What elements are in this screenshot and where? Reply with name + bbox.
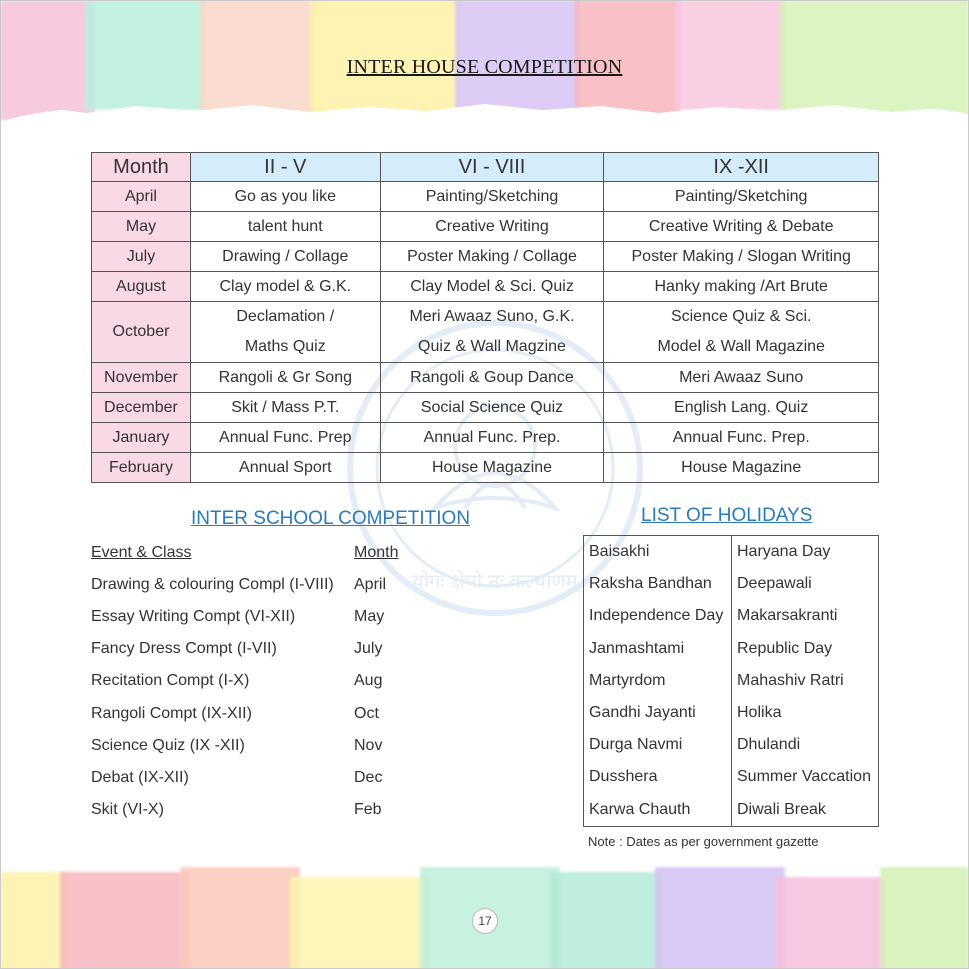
table-row bbox=[92, 423, 879, 453]
month-cell: February bbox=[92, 453, 191, 483]
table-cell: talent hunt bbox=[190, 212, 380, 242]
table-cell: Skit / Mass P.T. bbox=[190, 393, 380, 423]
event-name: Debat (IX-XII) bbox=[91, 769, 189, 786]
event-month: April bbox=[354, 576, 387, 593]
event-name: Fancy Dress Compt (I-VII) bbox=[91, 640, 277, 657]
holidays-note: Note : Dates as per government gazette bbox=[588, 834, 819, 849]
table-cell: Creative Writing & Debate bbox=[604, 212, 879, 242]
table-header-row bbox=[92, 153, 879, 182]
page-number: 17 bbox=[472, 908, 498, 934]
event-month: May bbox=[354, 608, 385, 625]
table-cell: Go as you like bbox=[190, 182, 380, 212]
table-row bbox=[92, 242, 879, 272]
table-row bbox=[584, 665, 879, 697]
event-name: Science Quiz (IX -XII) bbox=[91, 737, 245, 754]
table-row bbox=[584, 536, 879, 569]
inter-school-heading: INTER SCHOOL COMPETITION bbox=[191, 508, 471, 529]
table-cell: Hanky making /Art Brute bbox=[604, 272, 879, 302]
table-row bbox=[584, 761, 879, 793]
table-row bbox=[584, 568, 879, 600]
month-cell: July bbox=[92, 242, 191, 272]
month-cell: August bbox=[92, 272, 191, 302]
table-cell: Drawing / Collage bbox=[190, 242, 380, 272]
table-cell: Rangoli & Gr Song bbox=[190, 363, 380, 393]
event-month: Nov bbox=[354, 737, 383, 754]
month-cell: October bbox=[92, 302, 191, 363]
cell-line: Model & Wall Magazine bbox=[657, 338, 825, 355]
table-cell bbox=[190, 302, 380, 363]
table-cell: Clay Model & Sci. Quiz bbox=[380, 272, 604, 302]
table-cell: Social Science Quiz bbox=[380, 393, 604, 423]
event-name: Essay Writing Compt (VI-XII) bbox=[91, 608, 296, 625]
holiday-cell: Dhulandi bbox=[737, 736, 801, 754]
table-row bbox=[584, 633, 879, 665]
event-name: Recitation Compt (I-X) bbox=[91, 672, 250, 689]
cell-line: Meri Awaaz Suno, G.K. bbox=[409, 308, 575, 325]
event-month: Feb bbox=[354, 801, 382, 818]
holiday-cell: Holika bbox=[737, 704, 782, 722]
table-row bbox=[92, 182, 879, 212]
table-cell bbox=[604, 302, 879, 363]
table-row bbox=[92, 453, 879, 483]
table-row bbox=[92, 393, 879, 423]
cell-line: Science Quiz & Sci. bbox=[670, 308, 812, 325]
holiday-cell: Summer Vaccation bbox=[737, 768, 871, 786]
holiday-cell: Martyrdom bbox=[584, 665, 732, 697]
table-row bbox=[92, 212, 879, 242]
table-row bbox=[584, 729, 879, 761]
table-cell: House Magazine bbox=[380, 453, 604, 483]
header-class-6-8: VI - VIII bbox=[380, 153, 604, 182]
table-cell: Painting/Sketching bbox=[380, 182, 604, 212]
table-row bbox=[584, 794, 879, 827]
table-row bbox=[92, 272, 879, 302]
holidays-table bbox=[583, 535, 879, 827]
header-class-2-5: II - V bbox=[190, 153, 380, 182]
event-month: Dec bbox=[354, 769, 383, 786]
holiday-cell: Haryana Day bbox=[737, 543, 831, 561]
table-cell: Annual Func. Prep. bbox=[604, 423, 879, 453]
event-month: Aug bbox=[354, 672, 383, 689]
table-cell: Rangoli & Goup Dance bbox=[380, 363, 604, 393]
table-cell: English Lang. Quiz bbox=[604, 393, 879, 423]
month-header: Month bbox=[354, 544, 399, 561]
month-cell: January bbox=[92, 423, 191, 453]
holiday-cell: Republic Day bbox=[737, 639, 833, 657]
holiday-cell: Independence Day bbox=[584, 600, 732, 632]
table-cell: Annual Sport bbox=[190, 453, 380, 483]
cell-line: Quiz & Wall Magzine bbox=[418, 338, 566, 355]
table-cell bbox=[380, 302, 604, 363]
header-class-9-12: IX -XII bbox=[604, 153, 879, 182]
table-cell: Annual Func. Prep. bbox=[380, 423, 604, 453]
holiday-cell: Janmashtami bbox=[584, 633, 732, 665]
event-month: July bbox=[354, 640, 383, 657]
table-cell: Meri Awaaz Suno bbox=[604, 363, 879, 393]
cell-line: Maths Quiz bbox=[244, 338, 326, 355]
month-cell: April bbox=[92, 182, 191, 212]
holiday-cell: Mahashiv Ratri bbox=[737, 671, 844, 689]
event-class-header: Event & Class bbox=[91, 544, 192, 561]
month-cell: May bbox=[92, 212, 191, 242]
table-row bbox=[584, 600, 879, 632]
table-cell: Creative Writing bbox=[380, 212, 604, 242]
header-month: Month bbox=[92, 153, 191, 182]
event-name: Skit (VI-X) bbox=[91, 801, 164, 818]
holiday-cell: Karwa Chauth bbox=[584, 794, 732, 827]
table-cell: Clay model & G.K. bbox=[190, 272, 380, 302]
event-name: Drawing & colouring Compl (I-VIII) bbox=[91, 576, 334, 593]
table-row bbox=[92, 302, 879, 363]
event-name: Rangoli Compt (IX-XII) bbox=[91, 705, 252, 722]
holiday-cell: Raksha Bandhan bbox=[584, 568, 732, 600]
holiday-cell: Dusshera bbox=[584, 761, 732, 793]
month-cell: November bbox=[92, 363, 191, 393]
table-row bbox=[584, 697, 879, 729]
table-cell: Poster Making / Collage bbox=[380, 242, 604, 272]
table-cell: Annual Func. Prep bbox=[190, 423, 380, 453]
emblem-motto: योगः क्षेमो नः कल्याणम् bbox=[412, 569, 578, 593]
holiday-cell: Deepawali bbox=[737, 575, 812, 593]
event-month: Oct bbox=[354, 705, 379, 722]
holiday-cell: Baisakhi bbox=[584, 536, 732, 569]
month-cell: December bbox=[92, 393, 191, 423]
table-cell: House Magazine bbox=[604, 453, 879, 483]
table-cell: Poster Making / Slogan Writing bbox=[604, 242, 879, 272]
inter-house-table bbox=[91, 152, 879, 483]
holiday-cell: Diwali Break bbox=[737, 800, 826, 818]
cell-line: Declamation / bbox=[236, 308, 335, 325]
holidays-heading: LIST OF HOLIDAYS bbox=[641, 505, 813, 526]
table-cell: Painting/Sketching bbox=[604, 182, 879, 212]
holiday-cell: Gandhi Jayanti bbox=[584, 697, 732, 729]
holiday-cell: Makarsakranti bbox=[737, 607, 838, 625]
holiday-cell: Durga Navmi bbox=[584, 729, 732, 761]
table-row bbox=[92, 363, 879, 393]
page-title: INTER HOUSE COMPETITION bbox=[346, 56, 623, 78]
